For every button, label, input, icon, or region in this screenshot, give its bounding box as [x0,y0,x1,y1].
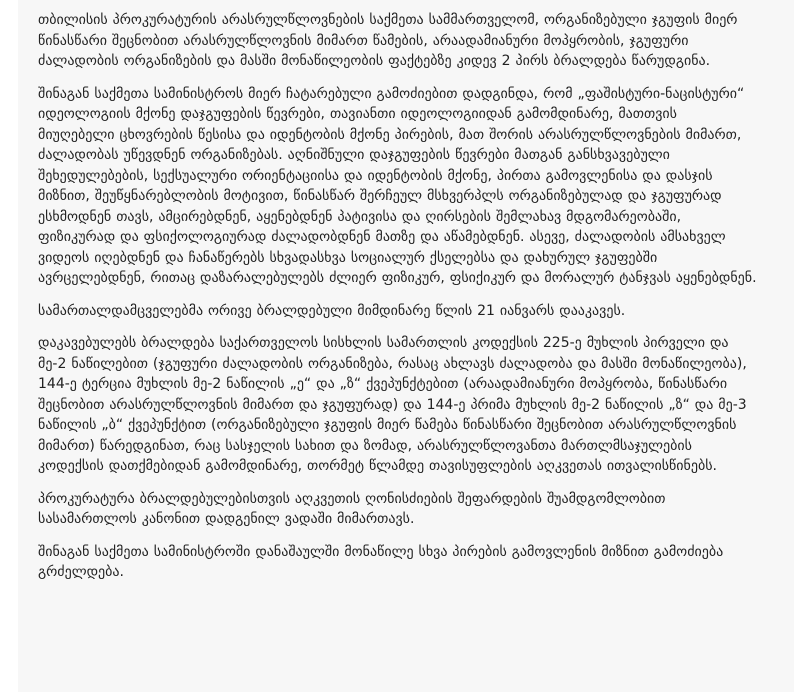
article-paragraph-1: თბილისის პროკურატურის არასრულწლოვნების საქმეთა სამმართველომ, ორგანიზებული ჯგუფის მიერ წინასწარი შეცნობით არასრულწლოვნის მიმართ წამების, არაადამიანური მოპყრობის, ჯგუფური ძალადობის ორგანიზების და მასში მონაწილეობის ფაქტებზე კიდევ 2 პირს ბრალდება წარუდგინა. [38,12,738,69]
article-body [18,0,794,692]
article-paragraph-4: დაკავებულებს ბრალდება საქართველოს სისხლის სამართლის კოდექსის 225-ე მუხლის პირველი და მე-2 ნაწილებით (ჯგუფური ძალადობის ორგანიზება, რასაც ახლავს ძალადობა და მასში მონაწილეობა), 144-ე ტერცია მუხლის მე-2 ნაწილის „ე“ და „ზ“ ქვეპუნქტებით (არაადამიანური მოპყრობა, წინასწარი შეცნობით არასრულწლოვნის მიმართ და ჯგუფურად) და 144-ე პრიმა მუხლის მე-2 ნაწილის „ზ“ და მე-3 ნაწილის „ბ“ ქვეპუნქტით (ორგანიზებული ჯგუფის მიერ წამება წინასწარი შეცნობით არასრულწლოვნის მიმართ) წარედგინათ, რაც სასჯელის სახით და ზომად, არასრულწლოვანთა მართლმსაჯულების კოდექსის დათქმებიდან გამომდინარე, თორმეტ წლამდე თავისუფლების აღკვეთას ითვალისწინებს. [38,335,747,474]
article-paragraph-6: შინაგან საქმეთა სამინისტროში დანაშაულში მონაწილე სხვა პირების გამოვლენის მიზნით გამოძიება გრძელდება. [38,543,724,580]
article-paragraph-3: სამართალდამცველებმა ორივე ბრალდებული მიმდინარე წლის 21 იანვარს დააკავეს. [38,302,626,319]
article-paragraph-5: პროკურატურა ბრალდებულებისთვის აღკვეთის ღონისძიების შეფარდების შუამდგომლობით სასამართლოს კანონით დადგენილ ვადაში მიმართავს. [38,490,666,527]
article-paragraph-2: შინაგან საქმეთა სამინისტროს მიერ ჩატარებული გამოძიებით დადგინდა, რომ „ფაშისტური-ნაცისტური“ იდეოლოგიის მქონე დაჯგუფების წევრები, თავიანთი იდეოლოგიიდან გამომდინარე, მათთვის მიუღებელი ცხოვრების წესისა და იდენტობის მქონე პირების, მათ შორის არასრულწლოვნების მიმართ, ძალადობას უწევდნენ ორგანიზებას. აღნიშნული დაჯგუფების წევრები მათგან განსხვავებული შეხედულებების, სექსუალური ორიენტაციისა და იდენტობის მქონე, პირთა გამოვლენისა და დასჯის მიზნით, შეუწყნარებლობის მოტივით, წინასწარ შერჩეულ მსხვერპლს ორგანიზებულად და ჯგუფურად ესხმოდნენ თავს, ამცირებდნენ, აყენებდნენ პატივისა და ღირსების შემლახავ მდგომარეობაში, ფიზიკურად და ფსიქოლოგიურად ძალადობდნენ მათზე და აწამებდნენ. ასევე, ძალადობის ამსახველ ვიდეოს იღებდნენ და ჩანაწერებს სხვადასხვა სოციალურ ქსელებსა და დახურულ ჯგუფებში ავრცელებდნენ, რითაც დაზარალებულებს ძლიერ ფიზიკურ, ფსიქიკურ და მორალურ ტანჯვას აყენებდნენ. [38,85,757,286]
